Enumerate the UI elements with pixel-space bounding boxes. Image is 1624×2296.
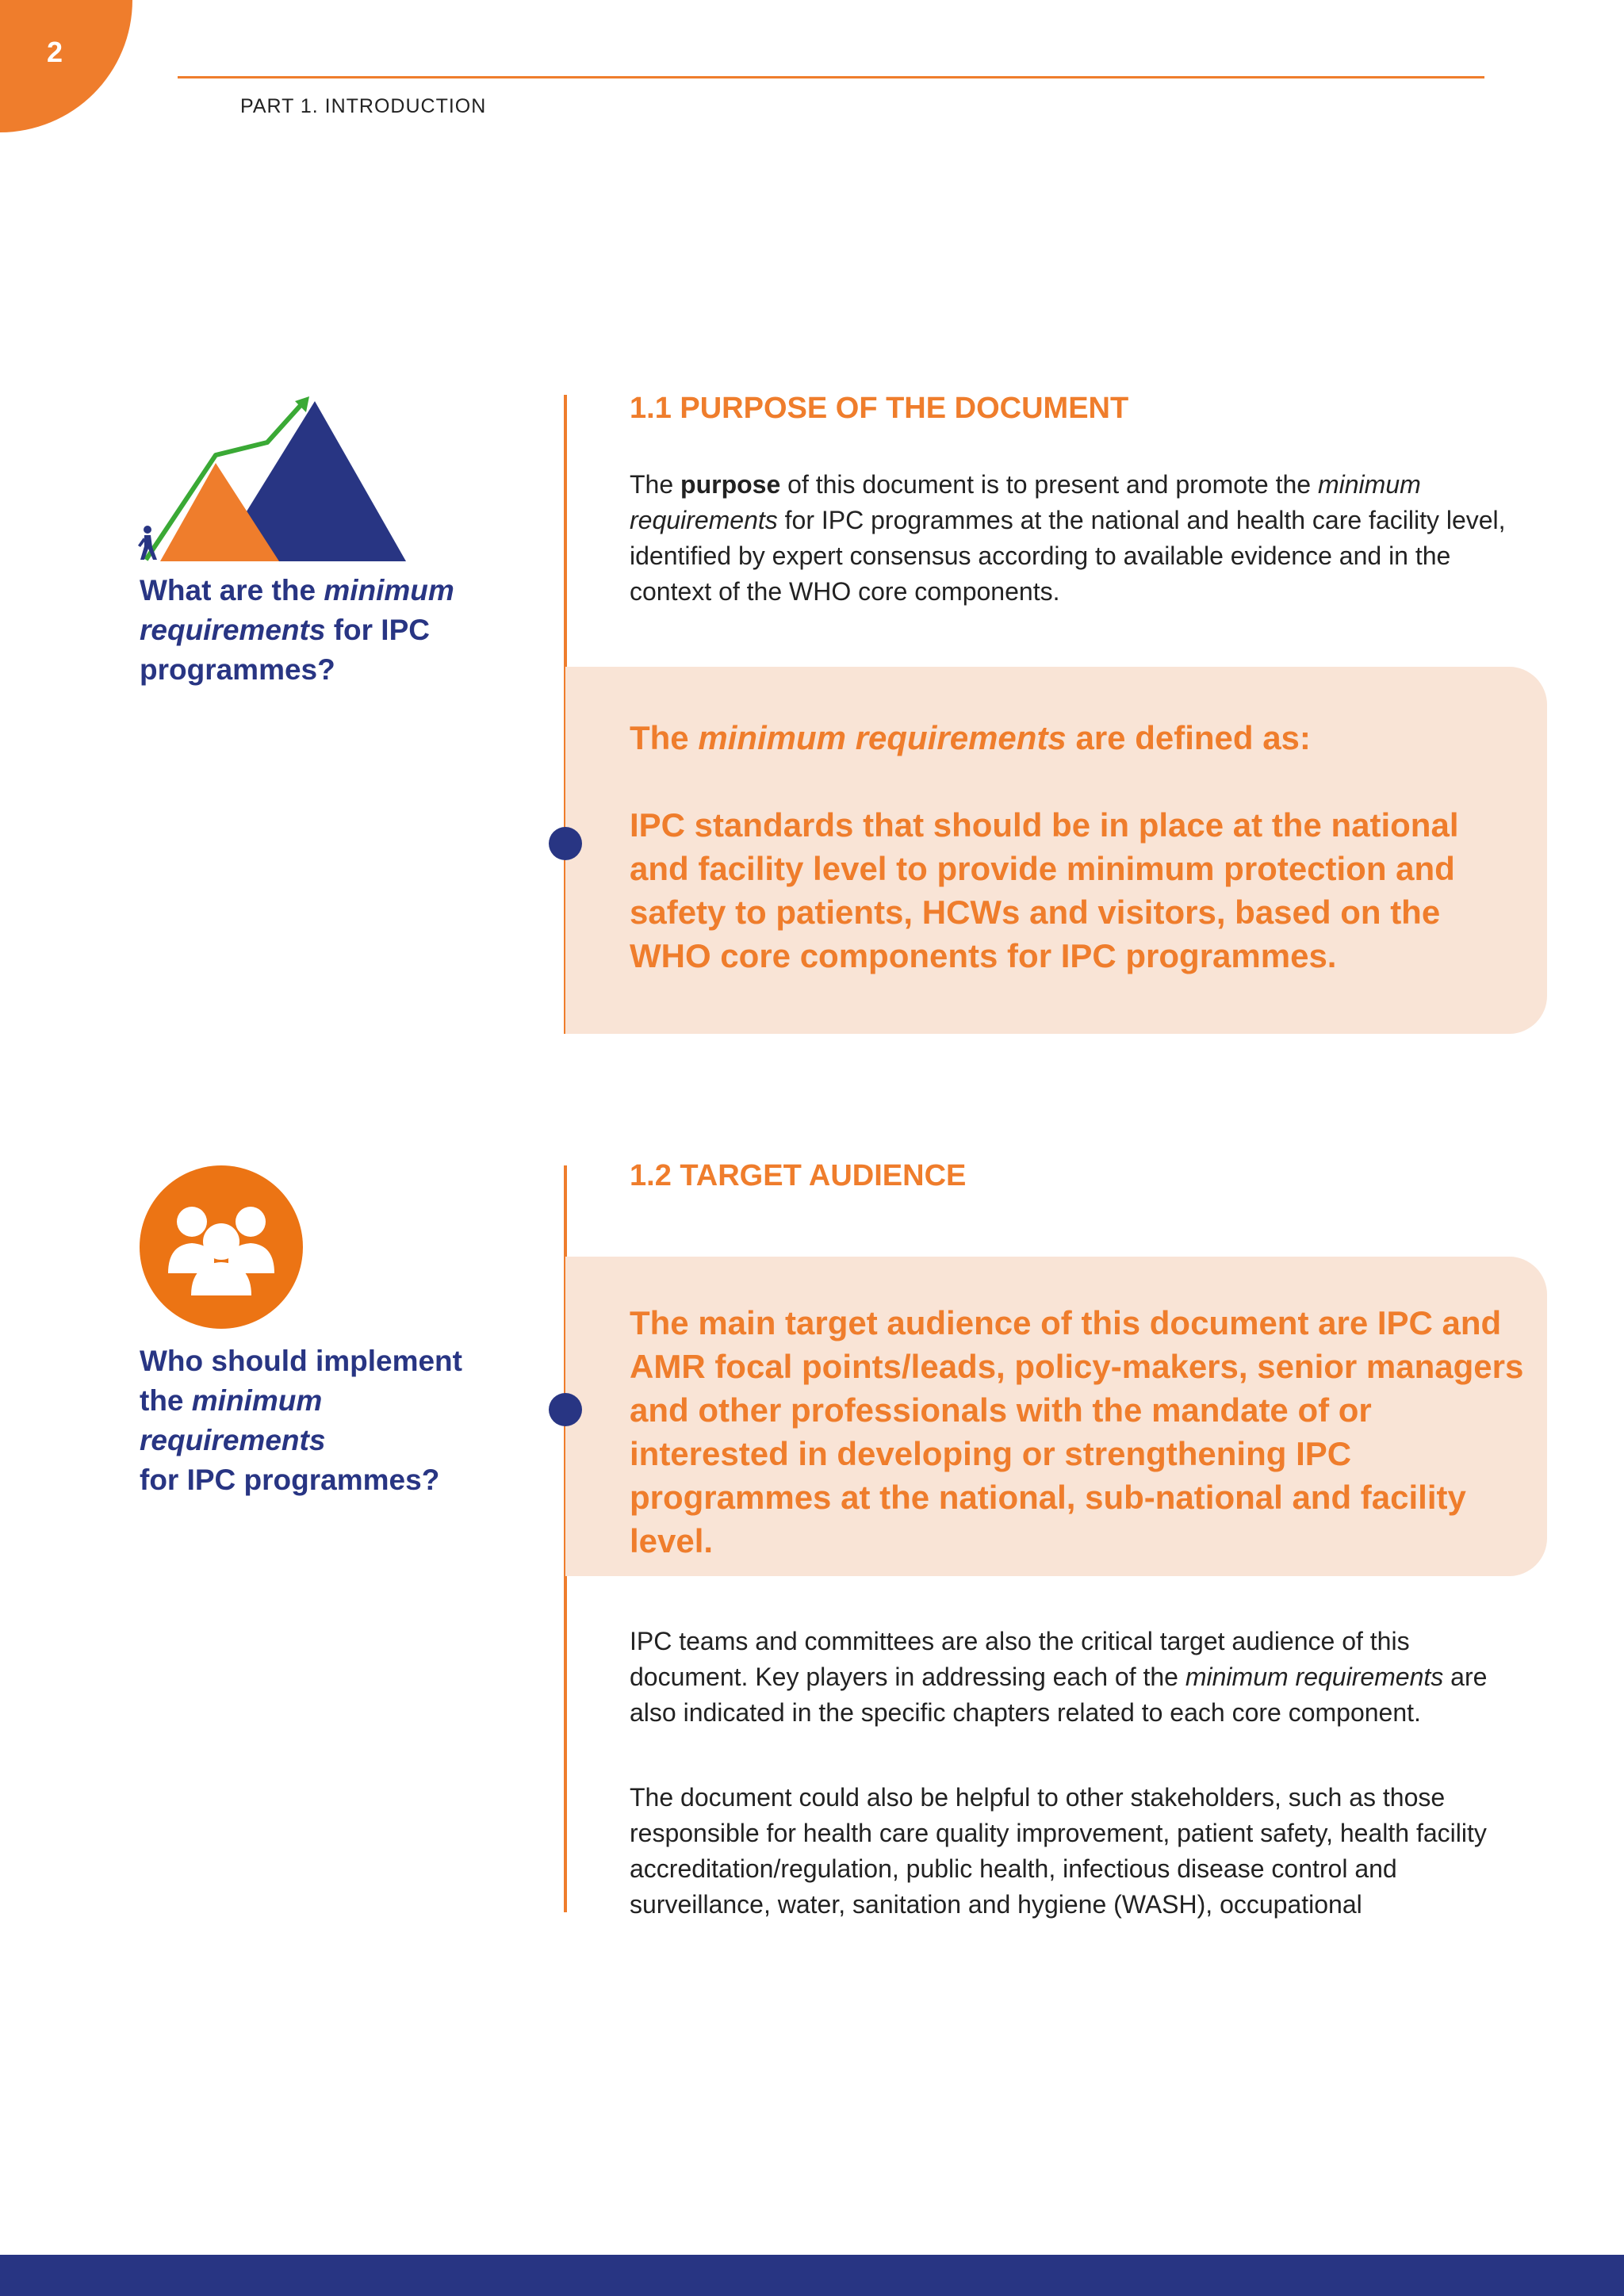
section2-timeline-dot	[549, 1393, 582, 1426]
callout-definition: IPC standards that should be in place at the national and facility level to provide minimum protection and safety to patients, HCWs and visitors, based on the WHO core components for IPC programmes.	[630, 806, 1459, 974]
header-rule	[178, 76, 1484, 78]
footer-bar	[0, 2255, 1624, 2296]
people-group-icon	[140, 1165, 303, 1329]
callout-heading: The minimum requirements are defined as:	[630, 719, 1311, 756]
section2-paragraph1: IPC teams and committees are also the critical target audience of this document. Key players in addressing each of the minimum requirements are also indicated in the specific chapters related to each core component.	[630, 1627, 1488, 1727]
page-number: 2	[46, 36, 63, 68]
section2-audience-callout	[565, 1257, 1547, 1576]
section1-paragraph: The purpose of this document is to present and promote the minimum requirements for IPC programmes at the national and health care facility level, identified by expert consensus according to available evidence and in the context of the WHO core components.	[630, 470, 1506, 606]
section2-title: 1.2 TARGET AUDIENCE	[630, 1159, 967, 1192]
section2-question-block	[140, 1341, 512, 1500]
section1-question: What are the minimum requirements for IPC programmes?	[140, 574, 454, 686]
section2-question: Who should implement the minimum requirements for IPC programmes?	[140, 1345, 462, 1496]
callout-audience: The main target audience of this document are IPC and AMR focal points/leads, policy-makers, senior managers and other professionals with the mandate of or interested in developing or strengthening IPC programmes at the national, sub-national and facility level.	[630, 1304, 1524, 1559]
section1-question-block	[140, 571, 512, 690]
section2-paragraph2: The document could also be helpful to other stakeholders, such as those responsible for health care quality improvement, patient safety, health facility accreditation/regulation, public health, infectious disease control and surveillance, water, sanitation and hygiene (WASH), occupational	[630, 1783, 1487, 1919]
section1-definition-callout	[565, 667, 1547, 1034]
section1-timeline-dot	[549, 827, 582, 860]
section1-title: 1.1 PURPOSE OF THE DOCUMENT	[630, 392, 1129, 425]
mountain-climb-icon	[136, 393, 410, 563]
part-label: PART 1. INTRODUCTION	[240, 95, 487, 117]
